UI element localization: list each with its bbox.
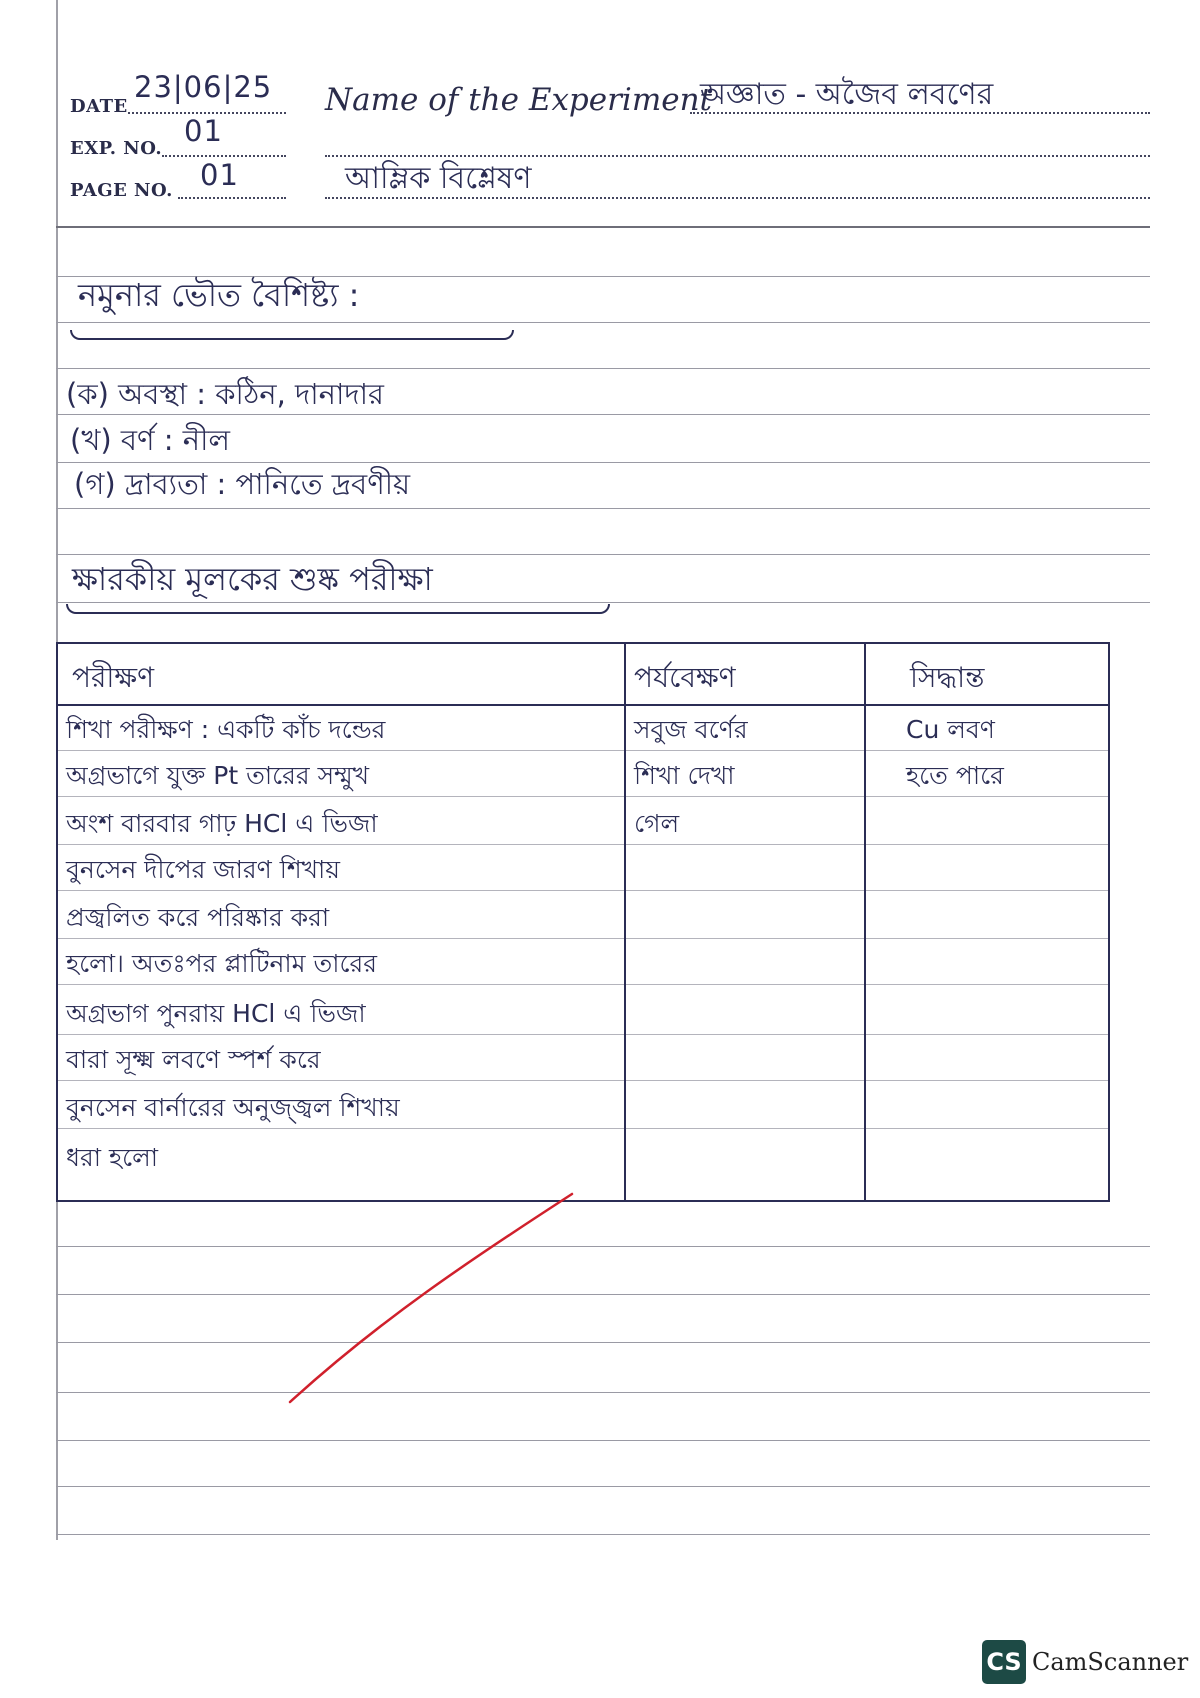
- experiment-line: বারা সূক্ষ্ম লবণে স্পর্শ করে: [66, 1045, 321, 1074]
- sample-heading: নমুনার ভৌত বৈশিষ্ট্য :: [78, 276, 360, 314]
- experiment-subtitle: আম্লিক বিশ্লেষণ: [345, 161, 532, 196]
- property-solubility: (গ) দ্রাব্যতা : পানিতে দ্রবণীয়: [74, 467, 411, 501]
- decision-line: Cu লবণ: [906, 715, 995, 744]
- experiment-line: ধরা হলো: [66, 1143, 159, 1172]
- observation-line: গেল: [634, 809, 680, 838]
- table-header-experiment: পরীক্ষণ: [72, 661, 155, 694]
- table-header-decision: সিদ্ধান্ত: [910, 661, 985, 694]
- property-color: (খ) বর্ণ : নীল: [70, 423, 230, 457]
- observation-line: সবুজ বর্ণের: [634, 715, 748, 744]
- exp-no-label: EXP. NO.: [70, 138, 163, 159]
- experiment-line: শিখা পরীক্ষণ : একটি কাঁচ দন্ডের: [66, 715, 386, 744]
- basic-radical-heading: ক্ষারকীয় মূলকের শুষ্ক পরীক্ষা: [72, 560, 433, 598]
- experiment-line: বুনসেন দীপের জারণ শিখায়: [66, 855, 341, 884]
- experiment-line: অংশ বারবার গাঢ় HCl এ ভিজা: [66, 809, 378, 838]
- observation-line: শিখা দেখা: [634, 761, 735, 790]
- experiment-line: অগ্রভাগ পুনরায় HCl এ ভিজা: [66, 999, 366, 1028]
- exp-no-value: 01: [184, 114, 223, 148]
- experiment-line: অগ্রভাগে যুক্ত Pt তারের সম্মুখ: [66, 761, 370, 790]
- date-value: 23|06|25: [134, 70, 273, 104]
- name-of-experiment-label: Name of the Experiment: [325, 82, 713, 118]
- page-no-value: 01: [200, 158, 239, 192]
- property-state: (ক) অবস্থা : কঠিন, দানাদার: [66, 377, 384, 411]
- camscanner-name: CamScanner: [1032, 1648, 1189, 1676]
- camscanner-logo: CS: [982, 1640, 1026, 1684]
- page-no-label: PAGE NO.: [70, 180, 173, 201]
- experiment-line: প্রজ্বলিত করে পরিষ্কার করা: [66, 903, 330, 932]
- experiment-name: অজ্ঞাত - অজৈব লবণের: [700, 77, 994, 112]
- experiment-line: বুনসেন বার্নারের অনুজ্জ্বল শিখায়: [66, 1093, 400, 1122]
- table-header-observation: পর্যবেক্ষণ: [634, 661, 736, 694]
- date-label: DATE: [70, 96, 128, 117]
- experiment-line: হলো। অতঃপর প্লাটিনাম তারের: [66, 949, 377, 978]
- decision-line: হতে পারে: [906, 761, 1004, 790]
